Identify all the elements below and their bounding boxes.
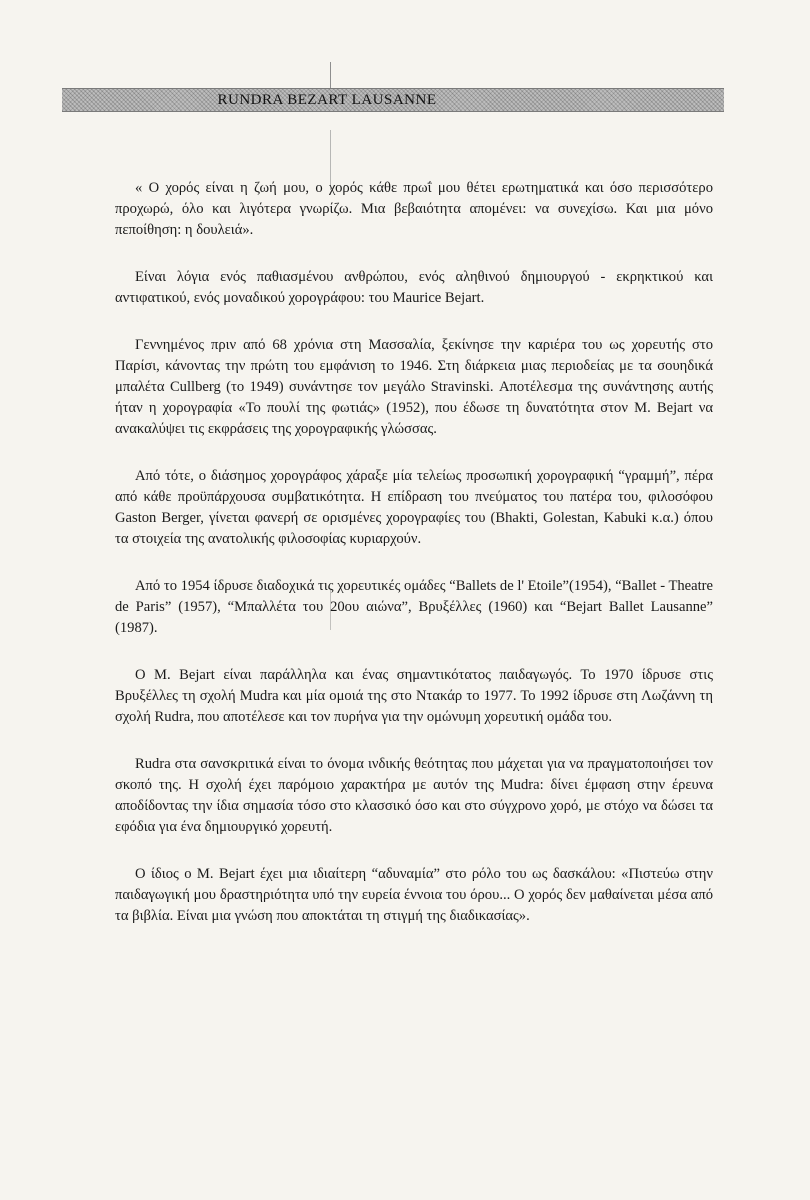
paragraph-biography: Γεννημένος πριν από 68 χρόνια στη Μασσαλία, ξεκίνησε την καριέρα του ως χορευτής στο Παρίσι, κάνοντας την πρώτη του εμφάνιση το 1946. Στη διάρκεια μιας περιοδείας με τα σουηδικά μπαλέτα Cullberg (το 1949) συνάντησε τον μεγάλο Stravinski. Αποτέλεσμα της συνάντησης αυτής ήταν η χορογραφία «Το πουλί της φωτιάς» (1952), που έδωσε τη δυνατότητα στον Μ. Bejart να ανακαλύψει τις εκφράσεις της χορογραφικής γλώσσας.	[115, 337, 713, 437]
paragraph-schools: Ο Μ. Bejart είναι παράλληλα και ένας σημαντικότατος παιδαγωγός. Το 1970 ίδρυσε στις Βρυξέλλες τη σχολή Mudra και μία ομοιά της στο Ντακάρ το 1977. Το 1992 ίδρυσε στη Λωζάννη τη σχολή Rudra, που αποτέλεσε και τον πυρήνα για την ομώνυμη χορευτική ομάδα του.	[115, 667, 713, 725]
article-body	[115, 178, 713, 927]
paragraph-choreographic-line: Από τότε, ο διάσημος χορογράφος χάραξε μία τελείως προσωπική χορογραφική “γραμμή”, πέρα από κάθε προϋπάρχουσα συμβατικότητα. Η επίδραση του πνεύματος του πατέρα του, φιλοσόφου Gaston Berger, γίνεται φανερή σε ορισμένες χορογραφίες του (Bhakti, Golestan, Kabuki κ.α.) όπου τα στοιχεία της ανατολικής φιλοσοφίας κυριαρχούν.	[115, 468, 713, 547]
paragraph-teacher-quote: Ο ίδιος ο Μ. Bejart έχει μια ιδιαίτερη “αδυναμία” στο ρόλο του ως δασκάλου: «Πιστεύω στην παιδαγωγική μου δραστηριότητα υπό την ευρεία έννοια του όρου... Ο χορός δεν μαθαίνεται μέσα από τα βιβλία. Είναι μια γνώση που αποκτάται τη στιγμή της διαδικασίας».	[115, 866, 713, 924]
paragraph-rudra: Rudra στα σανσκριτικά είναι το όνομα ινδικής θεότητας που μάχεται για να πραγματοποιήσει τον σκοπό της. Η σχολή έχει παρόμοιο χαρακτήρα με αυτόν της Mudra: δίνει έμφαση στην έρευνα αποδίδοντας την ίδια σημασία τόσο στο κλασσικό όσο και στο σύγχρονο χορό, με στόχο να δώσει τα εφόδια για ένα δημιουργικό χορευτή.	[115, 756, 713, 835]
paragraph-quote-intro: « Ο χορός είναι η ζωή μου, ο χορός κάθε πρωΐ μου θέτει ερωτηματικά και όσο περισσότερο προχωρώ, όλο και λιγότερα γνωρίζω. Μια βεβαιότητα απομένει: να συνεχίσω. Και μια μόνο πεποίθηση: η δουλειά».	[115, 180, 713, 238]
paragraph-companies: Από το 1954 ίδρυσε διαδοχικά τις χορευτικές ομάδες “Ballets de l' Etoile”(1954), “Ballet - Theatre de Paris” (1957), “Μπαλλέτα του 20ου αιώνα”, Βρυξέλλες (1960) και “Bejart Ballet Lausanne” (1987).	[115, 578, 713, 636]
paragraph-bejart-intro: Είναι λόγια ενός παθιασμένου ανθρώπου, ενός αληθινού δημιουργού - εκρηκτικού και αντιφατικού, ενός μοναδικού χορογράφου: του Maurice Bejart.	[115, 269, 713, 306]
page-title: RUNDRA BEZART LAUSANNE	[217, 92, 437, 108]
fold-line-top	[330, 62, 331, 88]
